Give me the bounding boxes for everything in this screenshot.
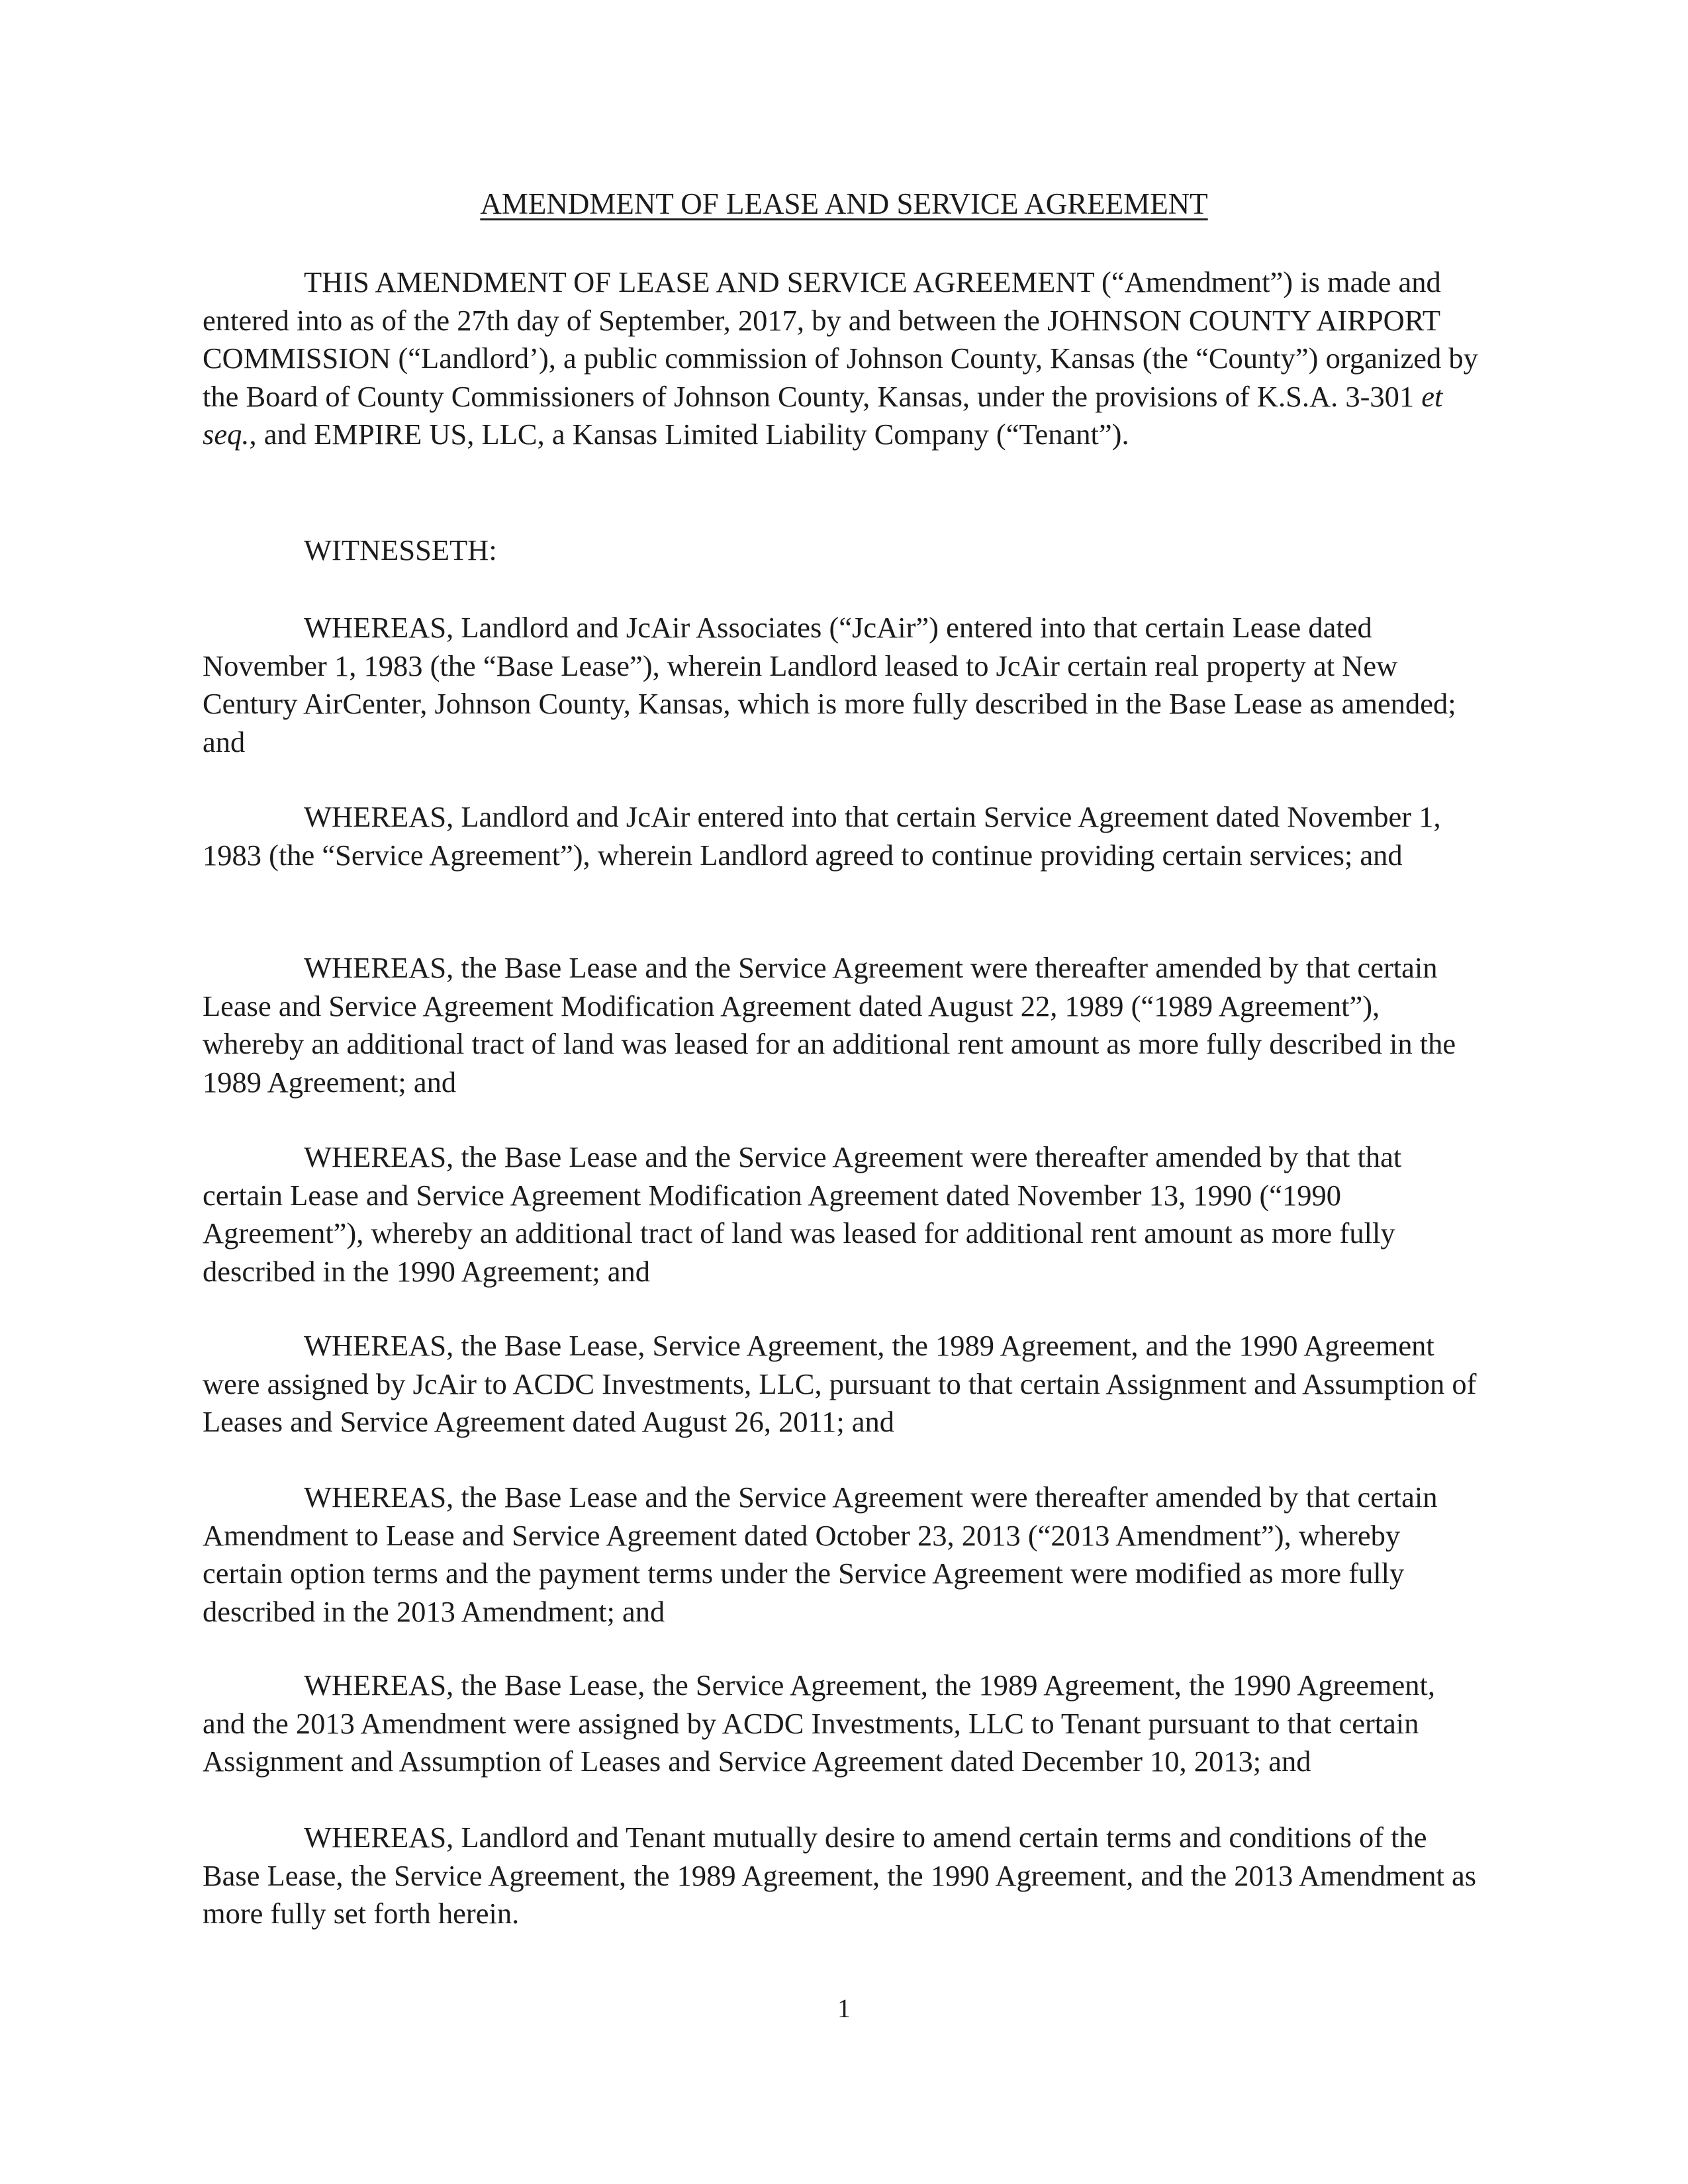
document-title: AMENDMENT OF LEASE AND SERVICE AGREEMENT [480, 187, 1208, 220]
recital-paragraph: WHEREAS, the Base Lease and the Service Agreement were thereafter amended by that certain Lease and Service Agreement Modification Agreement dated August 22, 1989 (“1989 Agreement”), whereby an additional tract of land was leased for an additional rent amount as more fully described in the 1989 Agreement; and [203, 951, 1456, 1099]
recital-paragraph: WHEREAS, the Base Lease and the Service Agreement were thereafter amended by that certain Amendment to Lease and Service Agreement dated October 23, 2013 (“2013 Amendment”), whereby certain option terms and the payment terms under the Service Agreement were modified as more fully described in the 2013 Amendment; and [203, 1480, 1438, 1628]
recital-paragraph: WHEREAS, Landlord and Tenant mutually desire to amend certain terms and conditions of the Base Lease, the Service Agreement, the 1989 Agreement, the 1990 Agreement, and the 2013 Amendment as more fully set forth herein. [203, 1821, 1477, 1930]
recital-block-8 [203, 1819, 1480, 1933]
recital-paragraph: WHEREAS, Landlord and JcAir entered into that certain Service Agreement dated November 1, 1983 (the “Service Agreement”), wherein Landlord agreed to continue providing certain services; and [203, 800, 1441, 872]
recital-block-4 [203, 1138, 1480, 1291]
recital-paragraph: WHEREAS, the Base Lease, the Service Agreement, the 1989 Agreement, the 1990 Agreement, and the 2013 Amendment were assigned by ACDC Investments, LLC to Tenant pursuant to that certain Assignment and Assumption of Leases and Service Agreement dated December 10, 2013; and [203, 1668, 1436, 1778]
page-number: 1 [837, 1993, 851, 2023]
recital-block-2 [203, 798, 1480, 874]
italic-phrase: et seq. [203, 379, 1443, 451]
recital-paragraph: WHEREAS, the Base Lease and the Service Agreement were thereafter amended by that that certain Lease and Service Agreement Modification Agreement dated November 13, 1990 (“1990 Agreement”), whereby an additional tract of land was leased for additional rent amount as more fully described in the 1990 Agreement; and [203, 1140, 1402, 1288]
witnesseth-heading: WITNESSETH: [304, 533, 497, 567]
recital-block-1 [203, 609, 1480, 761]
recital-block-7 [203, 1666, 1480, 1781]
recital-paragraph: WHEREAS, the Base Lease, Service Agreement, the 1989 Agreement, and the 1990 Agreement were assigned by JcAir to ACDC Investments, LLC, pursuant to that certain Assignment and Assumption of Leases and Service Agreement dated August 26, 2011; and [203, 1329, 1477, 1438]
recital-paragraph: WHEREAS, Landlord and JcAir Associates (“JcAir”) entered into that certain Lease dated November 1, 1983 (the “Base Lease”), wherein Landlord leased to JcAir certain real property at New Century AirCenter, Johnson County, Kansas, which is more fully described in the Base Lease as amended; and [203, 611, 1456, 758]
recital-block-6 [203, 1479, 1480, 1631]
intro-paragraph-block [203, 263, 1480, 454]
recital-block-5 [203, 1327, 1480, 1441]
recital-block-3 [203, 949, 1480, 1101]
intro-paragraph: THIS AMENDMENT OF LEASE AND SERVICE AGREEMENT (“Amendment”) is made and entered into as of the 27th day of September, 2017, by and between the JOHNSON COUNTY AIRPORT COMMISSION (“Landlord’), a public commission of Johnson County, Kansas (the “County”) organized by the Board of County Commissioners of Johnson County, Kansas, under the provisions of K.S.A. 3-301 et seq., and EMPIRE US, LLC, a Kansas Limited Liability Company (“Tenant”). [203, 265, 1478, 451]
